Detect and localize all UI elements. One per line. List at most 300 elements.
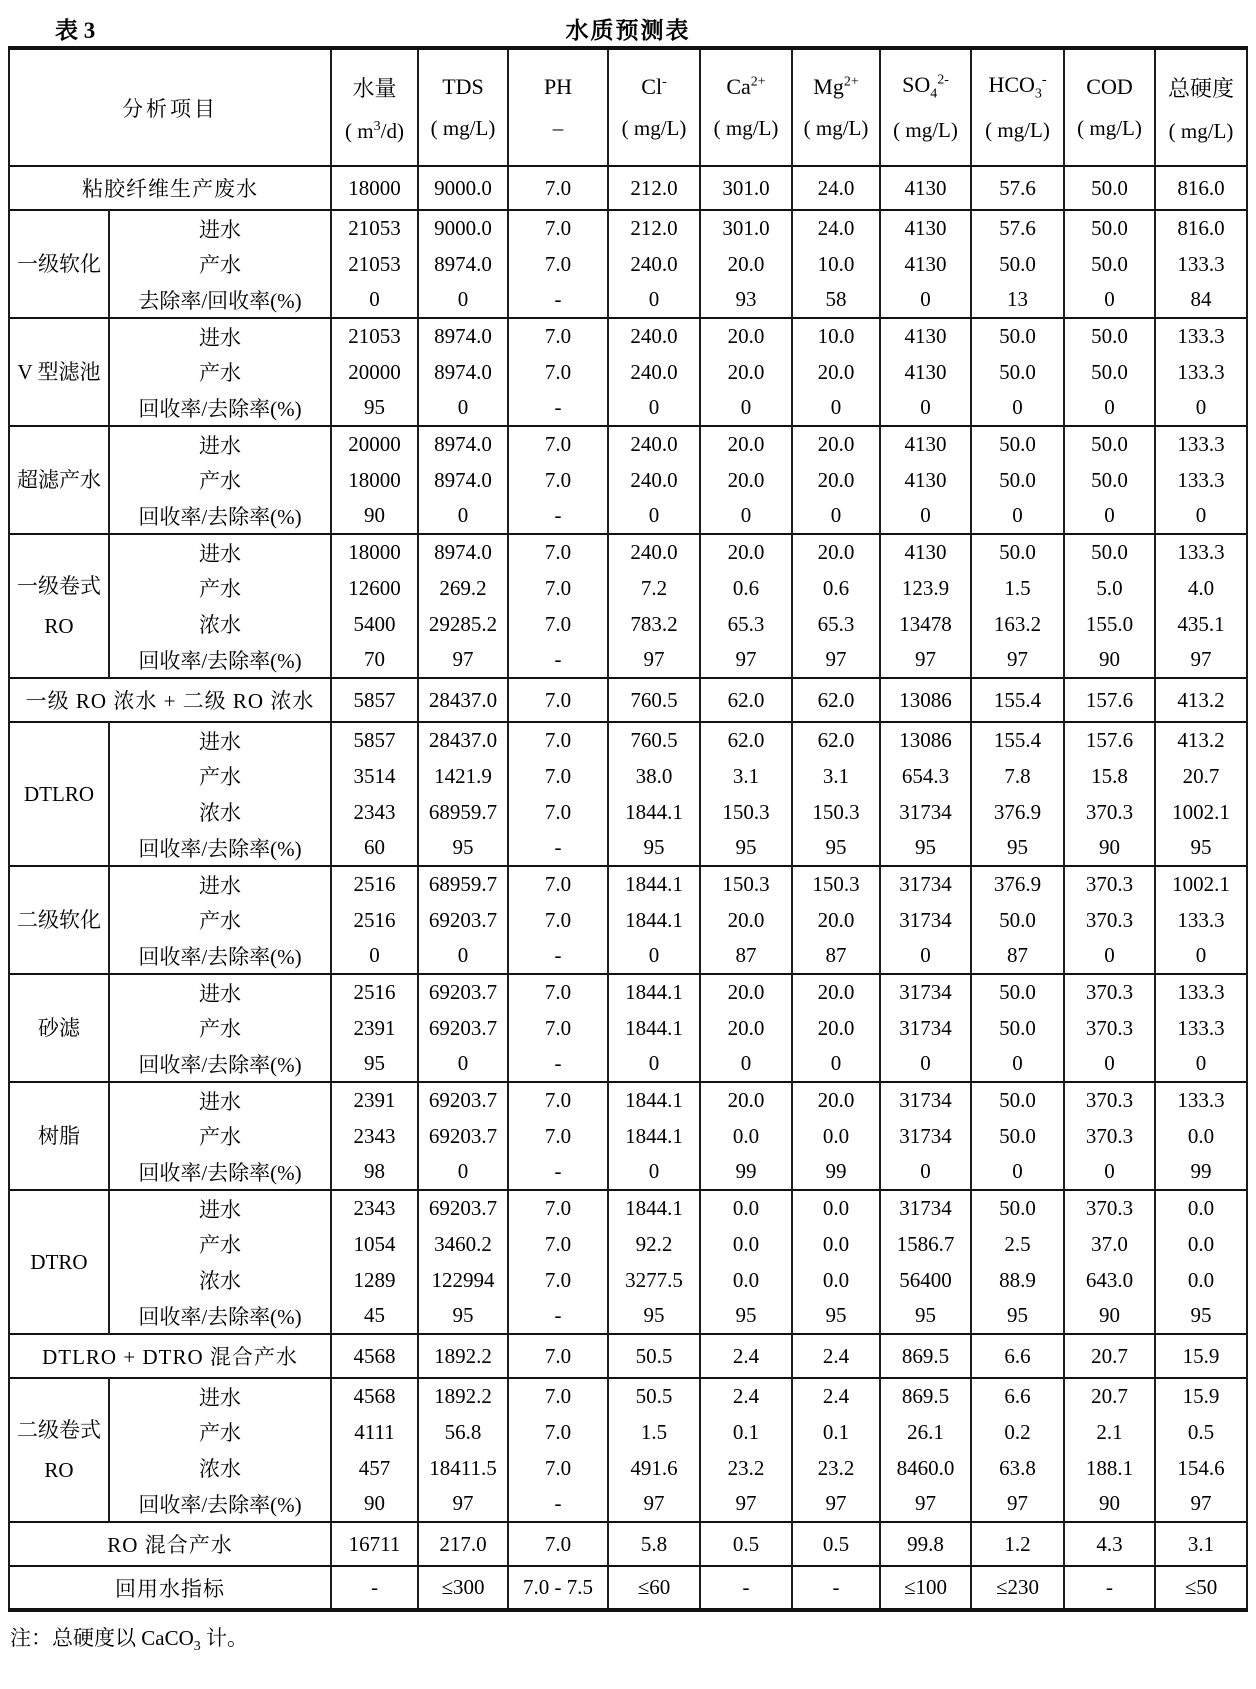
section-uf-product: [9, 426, 1247, 534]
row-label: 浓水: [109, 794, 331, 830]
value-cell: 20.0: [700, 902, 792, 938]
value-cell: 0.2: [971, 1414, 1064, 1450]
value-cell: 760.5: [608, 678, 700, 722]
value-cell: 0.0: [1155, 1190, 1247, 1226]
value-cell: 50.0: [1064, 462, 1155, 498]
value-cell: 68959.7: [418, 866, 508, 902]
value-cell: -: [508, 642, 608, 678]
value-cell: 6.6: [971, 1378, 1064, 1414]
group-label: 一级卷式 RO: [9, 534, 109, 678]
value-cell: 23.2: [700, 1450, 792, 1486]
value-cell: 654.3: [880, 758, 971, 794]
table-row: [9, 866, 1247, 902]
value-cell: 0: [418, 498, 508, 534]
value-cell: 157.6: [1064, 678, 1155, 722]
group-label: 超滤产水: [9, 426, 109, 534]
value-cell: 0: [608, 498, 700, 534]
table-row: [9, 1082, 1247, 1118]
value-cell: 7.0: [508, 1082, 608, 1118]
value-cell: 13086: [880, 722, 971, 758]
value-cell: 157.6: [1064, 722, 1155, 758]
value-cell: 8974.0: [418, 318, 508, 354]
table-row: [9, 246, 1247, 282]
group-label: 一级软化: [9, 210, 109, 318]
value-cell: 133.3: [1155, 902, 1247, 938]
value-cell: 0: [608, 1154, 700, 1190]
value-cell: 20.0: [792, 462, 880, 498]
value-cell: 0.0: [700, 1226, 792, 1262]
value-cell: 50.0: [971, 318, 1064, 354]
value-cell: 2.4: [700, 1378, 792, 1414]
table-row: [9, 1262, 1247, 1298]
value-cell: 7.2: [608, 570, 700, 606]
value-cell: 20.0: [792, 902, 880, 938]
value-cell: 0.0: [792, 1262, 880, 1298]
value-cell: 4568: [331, 1334, 418, 1378]
table-row: [9, 722, 1247, 758]
value-cell: 0: [418, 390, 508, 426]
value-cell: 21053: [331, 318, 418, 354]
value-cell: 31734: [880, 794, 971, 830]
row-label: 浓水: [109, 1262, 331, 1298]
value-cell: 2343: [331, 1118, 418, 1154]
value-cell: 97: [608, 1486, 700, 1522]
value-cell: 1892.2: [418, 1378, 508, 1414]
value-cell: 0.5: [1155, 1414, 1247, 1450]
table-row: [9, 210, 1247, 246]
value-cell: 240.0: [608, 426, 700, 462]
value-cell: 2391: [331, 1010, 418, 1046]
value-cell: 3.1: [1155, 1522, 1247, 1566]
value-cell: -: [508, 938, 608, 974]
row-label: 回收率/去除率(%): [109, 390, 331, 426]
value-cell: 20.0: [700, 1082, 792, 1118]
value-cell: 4130: [880, 210, 971, 246]
value-cell: 50.0: [971, 1118, 1064, 1154]
value-cell: 7.0: [508, 758, 608, 794]
row-label: 回收率/去除率(%): [109, 642, 331, 678]
value-cell: 150.3: [700, 794, 792, 830]
row-label: 回收率/去除率(%): [109, 1486, 331, 1522]
value-cell: 0.0: [1155, 1118, 1247, 1154]
header-cell-cl: Cl- ( mg/L): [608, 48, 700, 166]
value-cell: 20.0: [792, 974, 880, 1010]
value-cell: 413.2: [1155, 678, 1247, 722]
value-cell: 2.5: [971, 1226, 1064, 1262]
value-cell: 5857: [331, 678, 418, 722]
value-cell: 95: [608, 830, 700, 866]
value-cell: 3.1: [700, 758, 792, 794]
value-cell: 20.0: [792, 1010, 880, 1046]
value-cell: 4130: [880, 166, 971, 210]
table-header: [9, 48, 1247, 166]
row-label: 一级 RO 浓水 + 二级 RO 浓水: [9, 678, 331, 722]
value-cell: 18000: [331, 166, 418, 210]
row-label: DTLRO + DTRO 混合产水: [9, 1334, 331, 1378]
value-cell: 0: [880, 282, 971, 318]
value-cell: 4130: [880, 534, 971, 570]
value-cell: 98: [331, 1154, 418, 1190]
value-cell: 0.0: [792, 1226, 880, 1262]
table-row: [9, 1298, 1247, 1334]
value-cell: 0: [608, 282, 700, 318]
value-cell: 0.5: [700, 1522, 792, 1566]
value-cell: 8460.0: [880, 1450, 971, 1486]
value-cell: 99.8: [880, 1522, 971, 1566]
value-cell: 4130: [880, 318, 971, 354]
value-cell: 15.9: [1155, 1334, 1247, 1378]
value-cell: 5400: [331, 606, 418, 642]
row-label: 浓水: [109, 1450, 331, 1486]
row-label: 产水: [109, 354, 331, 390]
value-cell: 95: [792, 1298, 880, 1334]
value-cell: 50.0: [1064, 354, 1155, 390]
row-label: 进水: [109, 1082, 331, 1118]
table-row: [9, 318, 1247, 354]
value-cell: 28437.0: [418, 678, 508, 722]
value-cell: 0: [1064, 1154, 1155, 1190]
value-cell: 491.6: [608, 1450, 700, 1486]
value-cell: 0: [1155, 938, 1247, 974]
value-cell: 163.2: [971, 606, 1064, 642]
table-row: [9, 1046, 1247, 1082]
value-cell: 4111: [331, 1414, 418, 1450]
value-cell: 7.0: [508, 1118, 608, 1154]
value-cell: 62.0: [792, 678, 880, 722]
value-cell: 1892.2: [418, 1334, 508, 1378]
value-cell: 1844.1: [608, 974, 700, 1010]
table-row: [9, 830, 1247, 866]
value-cell: 240.0: [608, 534, 700, 570]
value-cell: 150.3: [792, 866, 880, 902]
section-second-spiral-ro: [9, 1378, 1247, 1522]
value-cell: 90: [1064, 642, 1155, 678]
value-cell: 133.3: [1155, 974, 1247, 1010]
value-cell: 50.0: [1064, 426, 1155, 462]
value-cell: 15.9: [1155, 1378, 1247, 1414]
value-cell: 7.0: [508, 1334, 608, 1378]
value-cell: 1844.1: [608, 1118, 700, 1154]
value-cell: 0: [792, 1046, 880, 1082]
value-cell: 643.0: [1064, 1262, 1155, 1298]
value-cell: 21053: [331, 210, 418, 246]
value-cell: -: [508, 830, 608, 866]
value-cell: 20000: [331, 354, 418, 390]
value-cell: 1002.1: [1155, 794, 1247, 830]
table-row: [9, 1414, 1247, 1450]
value-cell: 8974.0: [418, 354, 508, 390]
header-cell-tds: TDS ( mg/L): [418, 48, 508, 166]
value-cell: 97: [971, 1486, 1064, 1522]
table-row: [9, 794, 1247, 830]
row-label: 产水: [109, 902, 331, 938]
value-cell: ≤100: [880, 1566, 971, 1610]
value-cell: 0.0: [792, 1190, 880, 1226]
value-cell: 0.1: [792, 1414, 880, 1450]
header-cell-ph: PH –: [508, 48, 608, 166]
header-cell-analysis-item: 分析项目: [9, 48, 331, 166]
value-cell: 0: [608, 1046, 700, 1082]
value-cell: 50.0: [971, 534, 1064, 570]
row-label: 回收率/去除率(%): [109, 1298, 331, 1334]
value-cell: -: [508, 282, 608, 318]
table-row: [9, 902, 1247, 938]
value-cell: -: [508, 1486, 608, 1522]
value-cell: 3514: [331, 758, 418, 794]
value-cell: 0.6: [700, 570, 792, 606]
value-cell: 95: [418, 830, 508, 866]
row-label: 产水: [109, 246, 331, 282]
value-cell: 20.0: [700, 246, 792, 282]
value-cell: 21053: [331, 246, 418, 282]
value-cell: 2516: [331, 902, 418, 938]
value-cell: 0: [700, 498, 792, 534]
value-cell: 65.3: [792, 606, 880, 642]
value-cell: 0: [1064, 498, 1155, 534]
value-cell: 4568: [331, 1378, 418, 1414]
value-cell: 301.0: [700, 210, 792, 246]
value-cell: 97: [700, 1486, 792, 1522]
value-cell: 188.1: [1064, 1450, 1155, 1486]
value-cell: 20.7: [1064, 1378, 1155, 1414]
value-cell: 7.8: [971, 758, 1064, 794]
value-cell: 20000: [331, 426, 418, 462]
value-cell: 2.4: [792, 1378, 880, 1414]
table-note-text: 注：总硬度以 CaCO$_3$ 计。: [10, 1626, 248, 1655]
value-cell: 97: [792, 1486, 880, 1522]
value-cell: 0: [418, 1046, 508, 1082]
row-label: 回收率/去除率(%): [109, 830, 331, 866]
value-cell: 28437.0: [418, 722, 508, 758]
value-cell: 56400: [880, 1262, 971, 1298]
value-cell: 370.3: [1064, 1118, 1155, 1154]
value-cell: 7.0: [508, 606, 608, 642]
value-cell: 7.0: [508, 722, 608, 758]
value-cell: 8974.0: [418, 534, 508, 570]
value-cell: 7.0: [508, 1226, 608, 1262]
value-cell: 50.0: [971, 902, 1064, 938]
table-row: [9, 498, 1247, 534]
row-label: 进水: [109, 1190, 331, 1226]
value-cell: 20.0: [700, 318, 792, 354]
value-cell: 1844.1: [608, 1010, 700, 1046]
table-caption-bar: [8, 12, 1248, 46]
value-cell: 7.0: [508, 1378, 608, 1414]
value-cell: 7.0: [508, 462, 608, 498]
row-label: 产水: [109, 1226, 331, 1262]
value-cell: -: [508, 1154, 608, 1190]
value-cell: 99: [700, 1154, 792, 1190]
value-cell: 31734: [880, 974, 971, 1010]
value-cell: 7.0: [508, 1414, 608, 1450]
value-cell: 0: [418, 282, 508, 318]
value-cell: 95: [700, 830, 792, 866]
table-row: [9, 974, 1247, 1010]
value-cell: 0: [971, 390, 1064, 426]
value-cell: 0: [1064, 938, 1155, 974]
section-viscose-wastewater: [9, 166, 1247, 210]
value-cell: 0.0: [700, 1118, 792, 1154]
value-cell: 457: [331, 1450, 418, 1486]
value-cell: 133.3: [1155, 354, 1247, 390]
value-cell: 69203.7: [418, 1010, 508, 1046]
value-cell: 269.2: [418, 570, 508, 606]
value-cell: 0: [608, 938, 700, 974]
value-cell: 4130: [880, 246, 971, 282]
header-cell-cod: COD ( mg/L): [1064, 48, 1155, 166]
value-cell: 2.4: [792, 1334, 880, 1378]
value-cell: 240.0: [608, 354, 700, 390]
value-cell: 69203.7: [418, 902, 508, 938]
value-cell: 122994: [418, 1262, 508, 1298]
value-cell: -: [1064, 1566, 1155, 1610]
value-cell: 2343: [331, 1190, 418, 1226]
value-cell: 0: [1155, 498, 1247, 534]
value-cell: 62.0: [700, 678, 792, 722]
table-row: [9, 678, 1247, 722]
value-cell: 0: [1064, 390, 1155, 426]
value-cell: 31734: [880, 902, 971, 938]
value-cell: 1844.1: [608, 794, 700, 830]
value-cell: 20.0: [792, 354, 880, 390]
value-cell: 97: [418, 642, 508, 678]
value-cell: 18411.5: [418, 1450, 508, 1486]
row-label: 粘胶纤维生产废水: [9, 166, 331, 210]
section-dtlro: [9, 722, 1247, 866]
value-cell: 15.8: [1064, 758, 1155, 794]
value-cell: 97: [1155, 1486, 1247, 1522]
value-cell: 7.0: [508, 534, 608, 570]
value-cell: 869.5: [880, 1334, 971, 1378]
value-cell: 20.0: [700, 426, 792, 462]
value-cell: -: [331, 1566, 418, 1610]
group-label: 砂滤: [9, 974, 109, 1082]
value-cell: 0: [880, 498, 971, 534]
section-reuse-standard: [9, 1566, 1247, 1610]
value-cell: 29285.2: [418, 606, 508, 642]
table-row: [9, 1226, 1247, 1262]
section-first-softening: [9, 210, 1247, 318]
group-label: 树脂: [9, 1082, 109, 1190]
value-cell: 50.0: [971, 246, 1064, 282]
value-cell: 1054: [331, 1226, 418, 1262]
value-cell: 50.0: [971, 426, 1064, 462]
value-cell: 97: [1155, 642, 1247, 678]
value-cell: 1844.1: [608, 902, 700, 938]
header-row: [9, 48, 1247, 166]
value-cell: 0: [1155, 390, 1247, 426]
value-cell: 7.0: [508, 318, 608, 354]
value-cell: 7.0: [508, 1262, 608, 1298]
row-label: 进水: [109, 318, 331, 354]
value-cell: 370.3: [1064, 974, 1155, 1010]
value-cell: 50.0: [971, 1082, 1064, 1118]
value-cell: -: [508, 1046, 608, 1082]
value-cell: 7.0: [508, 866, 608, 902]
value-cell: -: [508, 498, 608, 534]
value-cell: 1.5: [608, 1414, 700, 1450]
value-cell: 5.0: [1064, 570, 1155, 606]
value-cell: 95: [1155, 1298, 1247, 1334]
section-sand-filter: [9, 974, 1247, 1082]
table-row: [9, 282, 1247, 318]
value-cell: 5.8: [608, 1522, 700, 1566]
value-cell: 783.2: [608, 606, 700, 642]
value-cell: 97: [880, 1486, 971, 1522]
value-cell: 95: [880, 1298, 971, 1334]
group-label: V 型滤池: [9, 318, 109, 426]
value-cell: 370.3: [1064, 1190, 1155, 1226]
value-cell: 13: [971, 282, 1064, 318]
value-cell: 2391: [331, 1082, 418, 1118]
row-label: 回用水指标: [9, 1566, 331, 1610]
value-cell: 90: [331, 498, 418, 534]
value-cell: 7.0: [508, 1010, 608, 1046]
value-cell: ≤300: [418, 1566, 508, 1610]
water-quality-prediction-table: [8, 46, 1248, 1612]
row-label: 产水: [109, 758, 331, 794]
value-cell: 7.0: [508, 1190, 608, 1226]
row-label: 进水: [109, 534, 331, 570]
value-cell: 0: [792, 498, 880, 534]
value-cell: 0: [880, 1154, 971, 1190]
row-label: 进水: [109, 426, 331, 462]
value-cell: 37.0: [1064, 1226, 1155, 1262]
value-cell: 7.0: [508, 1522, 608, 1566]
value-cell: 413.2: [1155, 722, 1247, 758]
table-row: [9, 642, 1247, 678]
value-cell: 60: [331, 830, 418, 866]
value-cell: 7.0 - 7.5: [508, 1566, 608, 1610]
value-cell: 0: [880, 390, 971, 426]
value-cell: 20.0: [700, 462, 792, 498]
value-cell: ≤230: [971, 1566, 1064, 1610]
row-label: RO 混合产水: [9, 1522, 331, 1566]
value-cell: 0: [608, 390, 700, 426]
value-cell: 95: [331, 390, 418, 426]
row-label: 进水: [109, 866, 331, 902]
value-cell: 0: [880, 1046, 971, 1082]
value-cell: 50.0: [1064, 166, 1155, 210]
value-cell: 69203.7: [418, 974, 508, 1010]
value-cell: 133.3: [1155, 1082, 1247, 1118]
value-cell: 1.5: [971, 570, 1064, 606]
value-cell: 93: [700, 282, 792, 318]
table-row: [9, 354, 1247, 390]
value-cell: 50.5: [608, 1334, 700, 1378]
value-cell: 0: [880, 938, 971, 974]
row-label: 产水: [109, 570, 331, 606]
value-cell: 50.0: [1064, 318, 1155, 354]
value-cell: 13086: [880, 678, 971, 722]
value-cell: 50.0: [971, 462, 1064, 498]
value-cell: 50.0: [1064, 534, 1155, 570]
value-cell: 13478: [880, 606, 971, 642]
value-cell: 7.0: [508, 210, 608, 246]
value-cell: 97: [792, 642, 880, 678]
value-cell: 20.0: [700, 534, 792, 570]
value-cell: 217.0: [418, 1522, 508, 1566]
value-cell: 2343: [331, 794, 418, 830]
table-row: [9, 606, 1247, 642]
value-cell: 26.1: [880, 1414, 971, 1450]
value-cell: 84: [1155, 282, 1247, 318]
value-cell: 7.0: [508, 1450, 608, 1486]
value-cell: 31734: [880, 1190, 971, 1226]
value-cell: 4.0: [1155, 570, 1247, 606]
value-cell: 20.0: [792, 1082, 880, 1118]
section-dtro: [9, 1190, 1247, 1334]
